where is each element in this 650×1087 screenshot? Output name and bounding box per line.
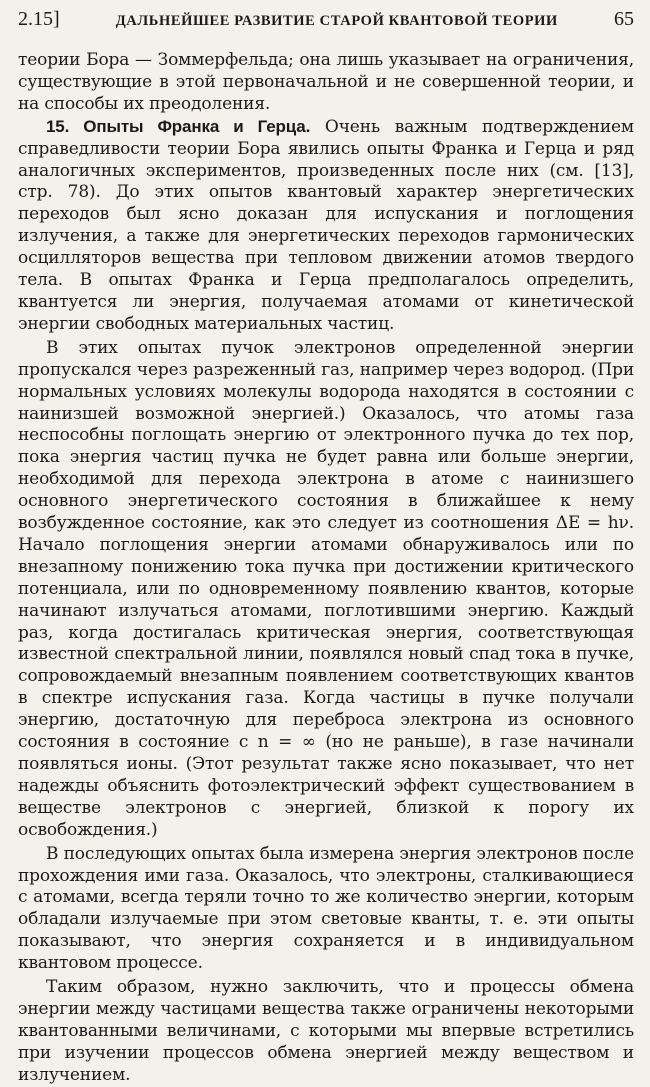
running-title: ДАЛЬНЕЙШЕЕ РАЗВИТИЕ СТАРОЙ КВАНТОВОЙ ТЕОРИИ <box>115 13 558 29</box>
paragraph-conclusion: Таким образом, нужно заключить, что и процессы обмена энергии между частицами вещества также ограничены некоторыми квантованными величинами, с которыми мы впервые встретились при изучении процессов обмена энергией между веществом и излучением. <box>18 977 634 1085</box>
paragraph-energy-measure: В последующих опытах была измерена энергия электронов после прохождения ими газа. Оказалось, что электроны, сталкивающиеся с атомами, всегда теряли точно то же количество энергии, которым обладали излучаемые при этом световые кванты, т. е. эти опыты показывают, что энергия сохраняется и в индивидуальном квантовом процессе. <box>18 843 634 974</box>
section-number: 2.15] <box>18 8 60 30</box>
paragraph-continuation: теории Бора — Зоммерфельда; она лишь указывает на ограничения, существующие в этой первоначальной и не совершенной теории, и на способы их преодоления. <box>18 50 634 114</box>
page-number: 65 <box>613 8 634 30</box>
body-text <box>18 50 634 1087</box>
running-header <box>18 8 634 40</box>
section-heading: 15. Опыты Франка и Герца. <box>46 116 311 136</box>
book-page <box>18 8 634 1087</box>
paragraph-experiment: В этих опытах пучок электронов определенной энергии пропускался через разреженный газ, например через водород. (При нормальных условиях молекулы водорода находятся в состоянии с наинизшей возможной энергией.) Оказалось, что атомы газа неспособны поглощать энергию от электронного пучка до тех пор, пока энергия частиц пучка не будет равна или больше энергии, необходимой для перехода электрона в атоме с наинизшего основного энергетического состояния в ближайшее к нему возбужденное состояние, как это следует из соотношения ΔE = hν. Начало поглощения энергии атомами обнаруживалось или по внезапному понижению тока пучка при достижении критического потенциала, или по одновременному появлению квантов, которые начинают излучаться атомами, поглотившими энергию. Каждый раз, когда достигалась критическая энергия, соответствующая известной спектральной линии, появлялся новый спад тока в пучке, сопровождаемый внезапным появлением соответствующих квантов в спектре испускания газа. Когда частицы в пучке получали энергию, достаточную для переброса электрона из основного состояния в состояние с n = ∞ (но не раньше), в газе начинали появляться ионы. (Этот результат также ясно показывает, что нет надежды объяснить фотоэлектрический эффект существованием в веществе электронов с энергией, близкой к порогу их освобождения.) <box>18 337 634 840</box>
paragraph-section-15: 15. Опыты Франка и Герца. Очень важным подтверждением справедливости теории Бора явились опыты Франка и Герца и ряд аналогичных экспериментов, произведенных после них (см. [13], стр. 78). До этих опытов квантовый характер энергетических переходов был ясно доказан для испускания и поглощения излучения, а также для энергетических переходов гармонических осцилляторов вещества при тепловом движении атомов твердого тела. В опытах Франка и Герца предполагалось определить, квантуется ли энергия, получаемая атомами от кинетической энергии свободных материальных частиц. <box>18 116 635 334</box>
